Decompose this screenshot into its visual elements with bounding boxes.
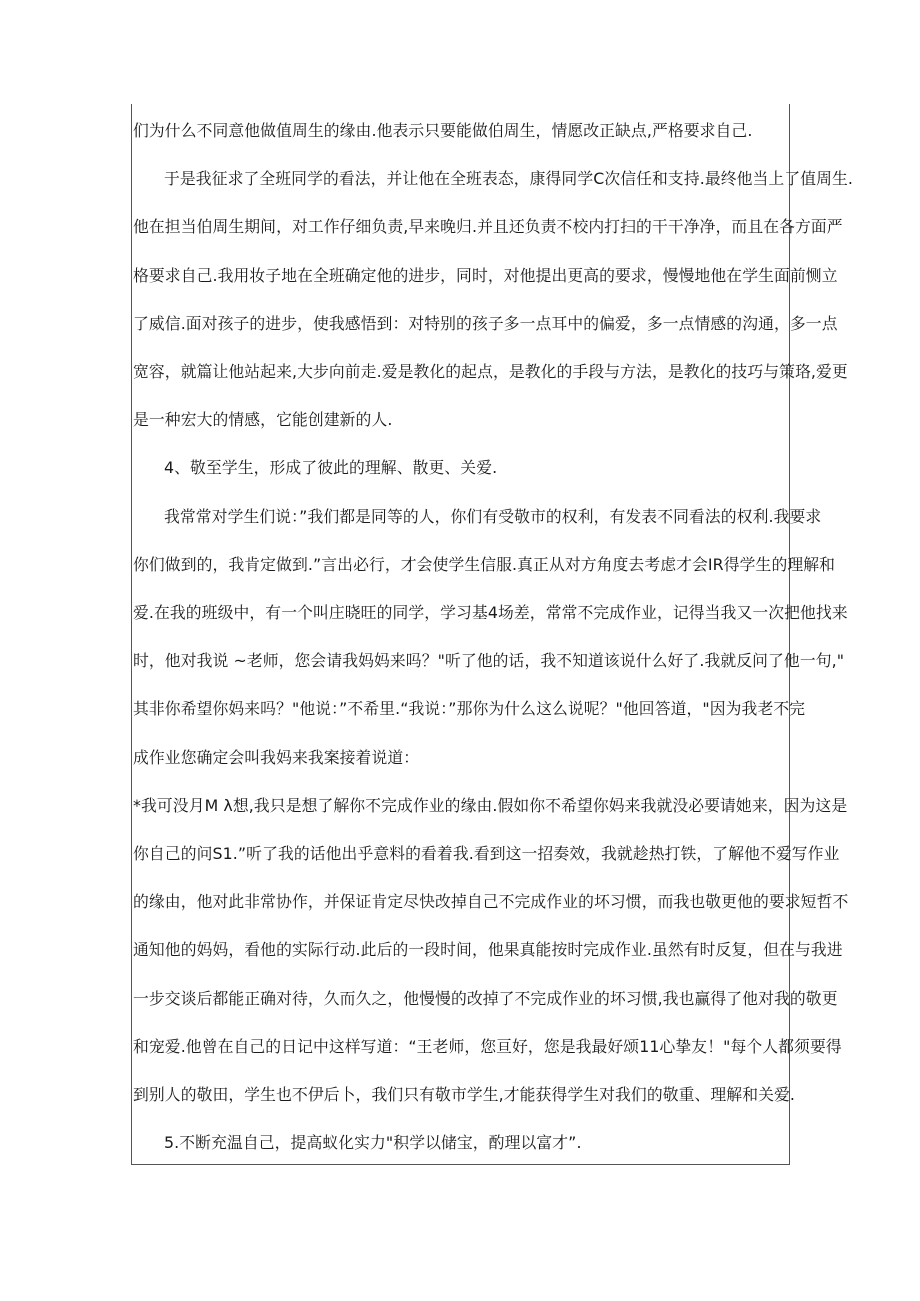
text-line: 时，他对我说 ~老师，您会请我妈妈来吗？"听了他的话，我不知道该说什么好了.我就反问了他一句," — [133, 651, 845, 670]
text-line: 通知他的妈妈，看他的实际行动.此后的一段时间，他果真能按时完成作业.虽然有时反复，但在与我进 — [133, 940, 843, 959]
text-line: *我可没月M λ想,我只是想了解你不完成作业的缘由.假如你不希望你妈来我就没必要请她来，因为这是 — [133, 796, 848, 815]
text-line: 成作业您确定会叫我妈来我案接着说道： — [133, 748, 420, 767]
text-line: 的缘由，他对此非常协作，并保证肯定尽快改掉自己不完成作业的坏习惯，而我也敬更他的要求短哲不 — [133, 892, 849, 911]
text-line: 到别人的敬田，学生也不伊后卜，我们只有敬市学生,才能获得学生对我们的敬重、理解和关爱. — [133, 1085, 796, 1104]
section-heading: 4、敬至学生，形成了彼此的理解、散更、关爱. — [164, 458, 498, 477]
text-line: 们为什么不同意他做值周生的缘由.他表示只要能做伯周生，情愿改正缺点,严格要求自己. — [133, 121, 753, 140]
text-line: 你们做到的，我肯定做到.”言出必行，才会使学生信服.真正从对方角度去考虑才会IR得学生的理解和 — [133, 555, 836, 574]
text-line: 一步交谈后都能正确对待，久而久之，他慢慢的改掉了不完成作业的坏习惯,我也赢得了他对我的敬更 — [133, 989, 838, 1008]
text-line: 他在担当伯周生期间，对工作仔细负责,早来晚归.并且还负责不校内打扫的干干净净，而且在各方面严 — [133, 217, 843, 236]
text-line: 了威信.面对孩子的进步，使我感悟到：对特别的孩子多一点耳中的偏爱，多一点情感的沟通，多一点 — [133, 314, 838, 333]
text-line: 格要求自己.我用妆子地在全班确定他的进步，同时，对他提出更高的要求，慢慢地他在学生面前恻立 — [133, 266, 838, 285]
text-line: 宽容，就篇让他站起来,大步向前走.爱是教化的起点，是教化的手段与方法，是教化的技巧与策珞,爱更 — [133, 362, 848, 381]
text-line: 是一种宏大的情感，它能创建新的人. — [133, 410, 393, 429]
text-line: 你自己的问S1.”听了我的话他出乎意料的看着我.看到这一招奏效，我就趁热打铁，了解他不爱写作业 — [133, 844, 840, 863]
text-line: 于是我征求了全班同学的看法，并让他在全班表态，康得同学C次信任和支持.最终他当上了值周生. — [164, 169, 854, 188]
text-line: 其非你希望你妈来吗？"他说：”不希里.“我说：”那你为什么这么说呢？"他回答道，"因为我老不完 — [133, 699, 806, 718]
text-line: 和宠爱.他曾在自己的日记中这样写道：“王老师，您亘好，您是我最好颂11心挚友！"每个人都须要得 — [133, 1037, 842, 1056]
text-line: 爱.在我的班级中，有一个叫庄晓旺的同学，学习基4场差，常常不完成作业，记得当我又一次把他找来 — [133, 603, 848, 622]
section-heading: 5.不断充温自己，提高蚁化实力"积学以储宝，酌理以富才”. — [164, 1133, 582, 1152]
text-line: 我常常对学生们说：”我们都是同等的人，你们有受敬市的权利，有发表不同看法的权利.我要求 — [164, 507, 822, 526]
